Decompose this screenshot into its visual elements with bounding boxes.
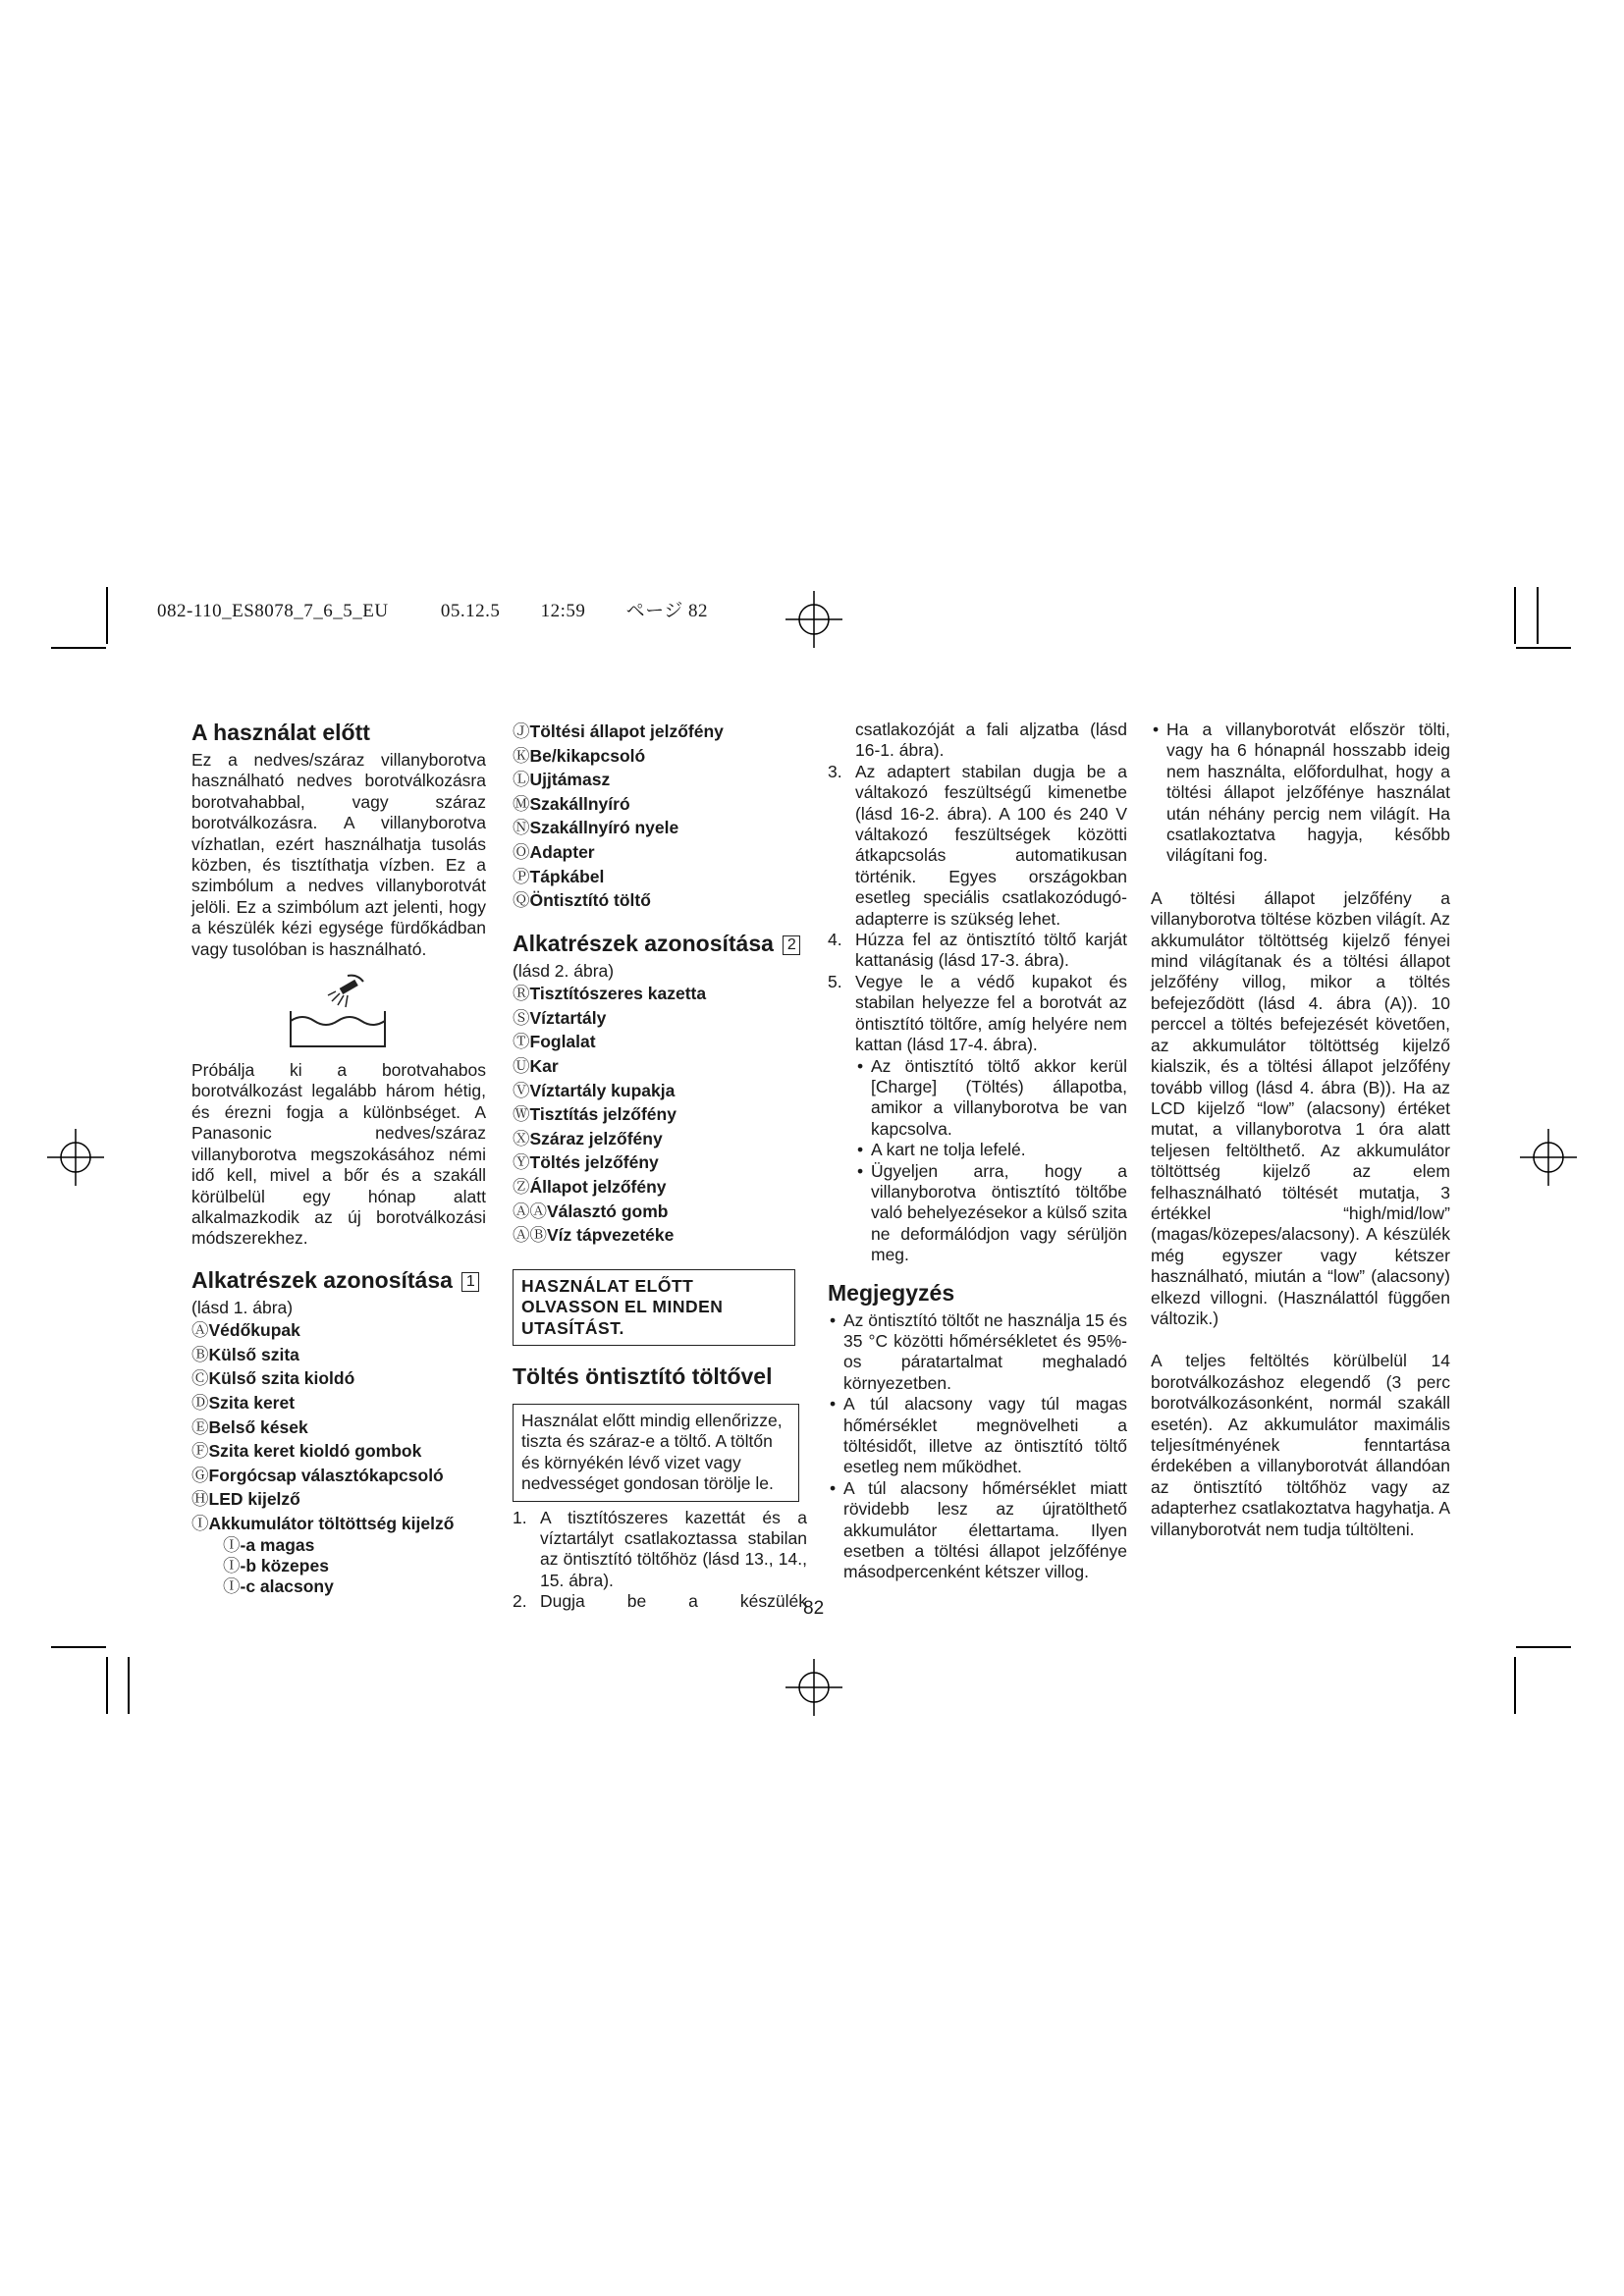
part-code: Ⓜ [513, 793, 530, 814]
step-text: Az adaptert stabilan dugja be a váltakozó feszültségű kimenetbe (lásd 16-2. ábra). A 100 és 240 V váltakozó feszültségek közötti átkapcsolás automatikusan történik. Egyes országokban esetleg speciális csatlakozódugó-adapterre is szükség lehet. [855, 761, 1127, 929]
part-item [513, 1200, 807, 1224]
part-code: Ⓓ [191, 1392, 209, 1413]
part-name: Választó gomb [547, 1201, 669, 1221]
part-item [191, 1391, 486, 1415]
print-header [157, 596, 743, 622]
column-3 [828, 720, 1127, 1583]
column-2 [513, 720, 807, 1613]
part-item [513, 840, 807, 865]
part-item [513, 792, 807, 817]
step-text: Vegye le a védő kupakot és stabilan helyezze fel a borotvát az öntisztító töltőre, amíg helyére nem kattan (lásd 17-4. ábra). [855, 971, 1127, 1055]
part-name: -b közepes [240, 1556, 329, 1576]
part-item [191, 1366, 486, 1391]
notes-list [828, 1310, 1127, 1583]
crop-mark [106, 1657, 108, 1714]
part-code: Ⓣ [513, 1032, 530, 1052]
part-item [513, 768, 807, 792]
part-item [513, 1006, 807, 1031]
part-item [223, 1535, 486, 1556]
section-title-parts-2: Alkatrészek azonosítása 2 [513, 931, 807, 957]
part-name: Tisztítószeres kazetta [529, 984, 707, 1004]
first-charge-note [1151, 720, 1450, 867]
part-code: Ⓘ [223, 1556, 241, 1576]
part-name: Víz tápvezetéke [547, 1225, 675, 1246]
part-name: Szakállnyíró nyele [529, 818, 679, 838]
part-name: -a magas [240, 1535, 315, 1556]
list-item: • Az öntisztító töltő akkor kerül [Charge] (Töltés) állapotba, amikor a villanyborotva be van kapcsolva. [855, 1056, 1127, 1141]
part-item [513, 1175, 807, 1200]
column-1 [191, 720, 486, 1597]
crop-mark [1514, 1657, 1516, 1714]
charging-steps [513, 1508, 807, 1613]
part-code: ⒶⒷ [513, 1225, 547, 1246]
part-code: Ⓘ [223, 1576, 241, 1597]
part-name: Külső szita [208, 1344, 299, 1364]
notice-box: Használat előtt mindig ellenőrizze, tiszta és száraz-e a töltő. A töltőn és környékén lévő vizet vagy nedvességet gondosan törölje le. [513, 1404, 799, 1502]
section-title-notes: Megjegyzés [828, 1279, 955, 1306]
part-code: Ⓠ [513, 890, 530, 911]
part-name: Adapter [529, 841, 595, 862]
charging-steps-continued [828, 762, 1127, 1056]
part-name: Ujjtámasz [529, 770, 611, 790]
part-code: Ⓧ [513, 1128, 530, 1148]
column-4 [1151, 720, 1450, 1540]
shower-symbol [191, 960, 486, 1060]
part-code: ⒶⒶ [513, 1201, 547, 1221]
part-code: Ⓤ [513, 1055, 530, 1076]
parts2-ref: (lásd 2. ábra) [513, 960, 615, 981]
figure-number-box: 2 [783, 935, 800, 955]
part-code: Ⓗ [191, 1489, 209, 1510]
part-name: Szita keret kioldó gombok [208, 1441, 422, 1462]
step-item [828, 972, 1127, 1056]
part-name: Be/kikapcsoló [529, 745, 646, 766]
list-item: • Az öntisztító töltőt ne használja 15 és 35 °C közötti hőmérsékletet és 95%-os páratartalmat meghaladó környezetben. [828, 1310, 1127, 1395]
part-name: Szakállnyíró [529, 793, 630, 814]
part-name: Víztartály [529, 1007, 607, 1028]
parts-list-1 [191, 1318, 486, 1535]
list-item: • A túl alacsony vagy túl magas hőmérséklet megnövelheti a töltésidőt, illetve az öntisztító töltő esetleg nem működhet. [828, 1394, 1127, 1478]
crop-mark [1514, 587, 1516, 644]
part-name: Belső kések [208, 1416, 308, 1437]
intro-paragraph: Ez a nedves/száraz villanyborotva használható nedves borotválkozásra borotvahabbal, vagy száraz borotválkozásra. A villanyborotva vízhatlan, ezért használhatja tusolás közben, és tisztíthatja vízben. Ez a szimbólum a nedves villanyborotvát jelöli. Ez a szimbólum azt jelenti, hogy a készülék kézi egysége fürdőkádban vagy tusolóban is használható. [191, 750, 486, 959]
part-code: Ⓡ [513, 984, 530, 1004]
step-item [828, 930, 1127, 972]
header-file: 082-110_ES8078_7_6_5_EU [157, 601, 389, 621]
crop-mark [51, 1646, 106, 1648]
part-code: Ⓛ [513, 770, 530, 790]
list-item: • A túl alacsony hőmérséklet miatt rövidebb lesz az újratölthető akkumulátor élettartama. Ilyen esetben a töltési állapot jelzőfénye másodpercenként kétszer villog. [828, 1478, 1127, 1583]
part-item [513, 1150, 807, 1175]
crop-mark [1516, 647, 1571, 649]
part-item [191, 1487, 486, 1512]
part-code: Ⓞ [513, 841, 530, 862]
part-item [513, 1079, 807, 1103]
part-item [223, 1576, 486, 1597]
part-name: Száraz jelzőfény [529, 1128, 663, 1148]
part-item [191, 1512, 486, 1536]
part-code: Ⓕ [191, 1441, 209, 1462]
full-charge-paragraph: A teljes feltöltés körülbelül 14 borotválkozáshoz elegendő (3 perc borotválkozásonként, normál szakáll esetén). Az akkumulátor maximális teljesítményének fenntartása érdekében a villanyborotvát állandóan az öntisztító töltőhöz vagy az adapterhez csatlakoztatva hagyhatja. A villanyborotvát nem tudja túltölteni. [1151, 1351, 1450, 1539]
parts-list-1-continued [513, 720, 807, 913]
parts-list-2 [513, 982, 807, 1248]
part-code: Ⓝ [513, 818, 530, 838]
registration-mark-icon [1520, 1129, 1577, 1186]
header-date: 05.12.5 [440, 601, 501, 621]
part-code: Ⓔ [191, 1416, 209, 1437]
part-code: Ⓒ [191, 1368, 209, 1389]
part-item [191, 1415, 486, 1440]
part-code: Ⓑ [191, 1344, 209, 1364]
part-name: Kar [529, 1055, 559, 1076]
section-title-parts-1: Alkatrészek azonosítása 1 [191, 1267, 486, 1294]
part-name: Töltés jelzőfény [529, 1152, 659, 1173]
part-item [513, 816, 807, 840]
crop-mark [106, 587, 108, 644]
part-item [191, 1464, 486, 1488]
crop-mark [128, 1657, 130, 1714]
part-code: Ⓩ [513, 1176, 530, 1197]
part-code: Ⓘ [223, 1535, 241, 1556]
part-item [513, 865, 807, 889]
header-page-ref: ページ 82 [625, 601, 709, 621]
part-code: Ⓦ [513, 1104, 530, 1125]
part-item [513, 982, 807, 1006]
step-2-continued: csatlakozóját a fali aljzatba (lásd 16-1. ábra). [855, 720, 1127, 761]
part-name: Foglalat [529, 1032, 596, 1052]
part-item [191, 1439, 486, 1464]
part-item [513, 1223, 807, 1248]
part-item [513, 1127, 807, 1151]
shower-bath-icon [289, 972, 387, 1050]
part-name: Víztartály kupakja [529, 1080, 676, 1100]
battery-indicator-sublist [191, 1535, 486, 1597]
section-title-before-use: A használat előtt [191, 720, 370, 745]
part-name: Tápkábel [529, 866, 605, 886]
part-code: Ⓟ [513, 866, 530, 886]
part-code: Ⓨ [513, 1152, 530, 1173]
part-code: Ⓖ [191, 1465, 209, 1485]
crop-mark [1537, 587, 1539, 644]
part-name: Töltési állapot jelzőfény [529, 721, 724, 741]
step-5-bullets [828, 1056, 1127, 1266]
part-name: Akkumulátor töltöttség kijelző [208, 1513, 455, 1533]
part-code: Ⓐ [191, 1320, 209, 1341]
part-name: Tisztítás jelzőfény [529, 1104, 677, 1125]
step-item: 2. Dugja be a készülék [513, 1591, 807, 1612]
part-code: Ⓢ [513, 1007, 530, 1028]
list-item: • Ha a villanyborotvát először tölti, vagy ha 6 hónapnál hosszabb ideig nem használta, előfordulhat, hogy a töltési állapot jelzőfénye használat után néhány percig nem világít. Ha csatlakoztatva hagyja, később világítani fog. [1151, 720, 1450, 867]
header-time: 12:59 [540, 601, 586, 621]
part-code: Ⓘ [191, 1513, 209, 1533]
part-name: Szita keret [208, 1392, 296, 1413]
part-name: LED kijelző [208, 1489, 300, 1510]
step-item: 1. A tisztítószeres kazettát és a víztartályt csatlakoztassa stabilan az öntisztító töltőhöz (lásd 13., 14., 15. ábra). [513, 1507, 807, 1590]
part-item [513, 888, 807, 913]
list-item: • Ügyeljen arra, hogy a villanyborotva öntisztító töltőbe való behelyezésekor a külső szita ne deformálódjon vagy sérüljön meg. [855, 1161, 1127, 1266]
charge-indicator-paragraph: A töltési állapot jelzőfény a villanyborotva töltése közben világít. Az akkumulátor töltöttség kijelző fényei mind világítanak és a töltési állapot jelzőfény villog, mikor a töltés befejeződött (lásd 4. ábra (A)). 10 perccel a töltés befejezését követően, az akkumulátor töltöttség kijelző kialszik, és a töltési állapot jelzőfény tovább villog (lásd 4. ábra (B)). Ha az LCD kijelző “low” (alacsony) értéket mutat, a villanyborotva 1 óra alatt teljesen feltölthető. Az akkumulátor töltöttség kijelző az elem felhasználható töltését mutatja, 3 értékkel “high/mid/low” (magas/közepes/alacsony). A készülék még egyszer vagy kétszer használható, miután a “low” (alacsony) elkezd villogni. (Használattól függően változik.) [1151, 887, 1450, 1328]
step-number: 4. [828, 930, 842, 950]
part-item [513, 720, 807, 744]
part-code: Ⓚ [513, 745, 530, 766]
part-name: Védőkupak [208, 1320, 300, 1341]
registration-mark-icon [785, 591, 842, 648]
part-name: -c alacsony [240, 1576, 334, 1597]
part-item [513, 1030, 807, 1054]
parts-ref: (lásd 1. ábra) [191, 1297, 294, 1317]
figure-number-box: 1 [461, 1272, 479, 1292]
section-title-charging: Töltés öntisztító töltővel [513, 1362, 773, 1389]
part-code: Ⓙ [513, 721, 530, 741]
part-item [513, 1102, 807, 1127]
step-item [828, 762, 1127, 930]
part-name: Külső szita kioldó [208, 1368, 355, 1389]
trial-paragraph: Próbálja ki a borotvahabos borotválkozást legalább három hétig, és érezni fogja a különbséget. A Panasonic nedves/száraz villanyborotva megszokásához némi idő kell, mivel a bőr és a szakáll körülbelül egy hónap alatt alkalmazkodik az új borotválkozási módszerekhez. [191, 1060, 486, 1249]
part-name: Állapot jelzőfény [529, 1176, 667, 1197]
part-item [191, 1318, 486, 1343]
part-item [513, 1054, 807, 1079]
step-number: 3. [828, 761, 842, 781]
crop-mark [51, 647, 106, 649]
registration-mark-icon [47, 1129, 104, 1186]
part-code: Ⓥ [513, 1080, 530, 1100]
part-item [223, 1556, 486, 1576]
step-number: 5. [828, 971, 842, 991]
part-name: Öntisztító töltő [529, 890, 651, 911]
crop-mark [1516, 1646, 1571, 1648]
step-text: Húzza fel az öntisztító töltő karját kattanásig (lásd 17-3. ábra). [855, 930, 1127, 971]
list-item: • A kart ne tolja lefelé. [855, 1140, 1127, 1160]
warning-box: HASZNÁLAT ELŐTT OLVASSON EL MINDEN UTASÍTÁST. [513, 1269, 795, 1346]
part-item [191, 1343, 486, 1367]
page-number: 82 [803, 1598, 825, 1619]
part-item [513, 744, 807, 769]
part-name: Forgócsap választókapcsoló [208, 1465, 444, 1485]
registration-mark-icon [785, 1659, 842, 1716]
